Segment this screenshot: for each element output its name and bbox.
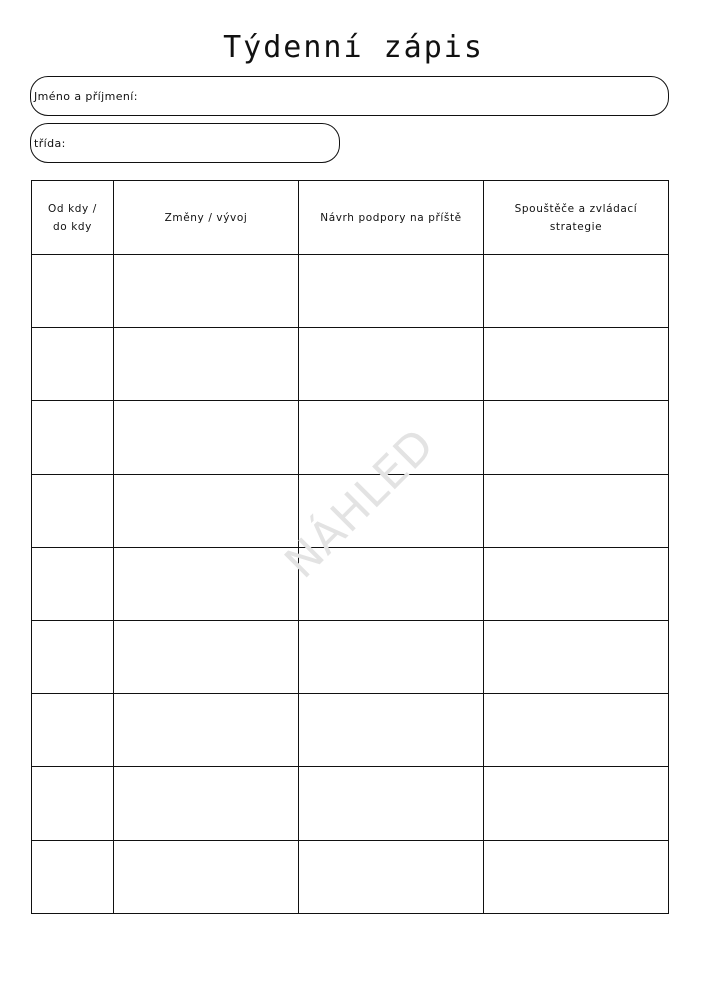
header-triggers-strategies: Spouštěče a zvládací strategie <box>484 181 669 255</box>
table-cell[interactable] <box>114 474 299 547</box>
table-cell[interactable] <box>114 255 299 328</box>
table-cell[interactable] <box>484 840 669 913</box>
table-cell[interactable] <box>299 547 484 620</box>
table-cell[interactable] <box>114 694 299 767</box>
weekly-log-table <box>31 180 669 914</box>
table-row <box>32 328 669 401</box>
table-cell[interactable] <box>114 547 299 620</box>
class-field[interactable] <box>30 123 340 163</box>
table-row <box>32 255 669 328</box>
table-cell[interactable] <box>299 328 484 401</box>
table-row <box>32 401 669 474</box>
table-cell[interactable] <box>484 547 669 620</box>
name-field-label: Jméno a příjmení: <box>34 89 138 103</box>
table-cell[interactable] <box>32 474 114 547</box>
table-cell[interactable] <box>32 255 114 328</box>
table-cell[interactable] <box>32 840 114 913</box>
table-cell[interactable] <box>32 767 114 840</box>
table-cell[interactable] <box>32 401 114 474</box>
table-row <box>32 694 669 767</box>
header-support-proposal: Návrh podpory na příště <box>299 181 484 255</box>
page-title: Týdenní zápis <box>223 30 484 65</box>
table-cell[interactable] <box>32 694 114 767</box>
table-cell[interactable] <box>484 694 669 767</box>
table-cell[interactable] <box>114 620 299 693</box>
table-cell[interactable] <box>114 840 299 913</box>
table-row <box>32 620 669 693</box>
table-row <box>32 547 669 620</box>
table-cell[interactable] <box>32 328 114 401</box>
header-changes: Změny / vývoj <box>114 181 299 255</box>
table-cell[interactable] <box>299 474 484 547</box>
table-row <box>32 474 669 547</box>
table-body <box>32 255 669 914</box>
table-cell[interactable] <box>114 767 299 840</box>
table-cell[interactable] <box>299 620 484 693</box>
table-cell[interactable] <box>299 767 484 840</box>
table-cell[interactable] <box>484 620 669 693</box>
table-cell[interactable] <box>484 328 669 401</box>
table-row <box>32 840 669 913</box>
table-cell[interactable] <box>484 767 669 840</box>
table-cell[interactable] <box>484 255 669 328</box>
watermark: NÁHLED <box>275 418 445 589</box>
table-cell[interactable] <box>114 328 299 401</box>
table-cell[interactable] <box>299 401 484 474</box>
table-cell[interactable] <box>484 474 669 547</box>
table-cell[interactable] <box>299 255 484 328</box>
class-field-label: třída: <box>34 136 66 150</box>
table-cell[interactable] <box>114 401 299 474</box>
table-cell[interactable] <box>32 547 114 620</box>
header-period: Od kdy / do kdy <box>32 181 114 255</box>
table-header-row <box>32 181 669 255</box>
table-cell[interactable] <box>32 620 114 693</box>
table-row <box>32 767 669 840</box>
table-cell[interactable] <box>299 694 484 767</box>
table-cell[interactable] <box>484 401 669 474</box>
table-cell[interactable] <box>299 840 484 913</box>
name-field[interactable] <box>30 76 669 116</box>
